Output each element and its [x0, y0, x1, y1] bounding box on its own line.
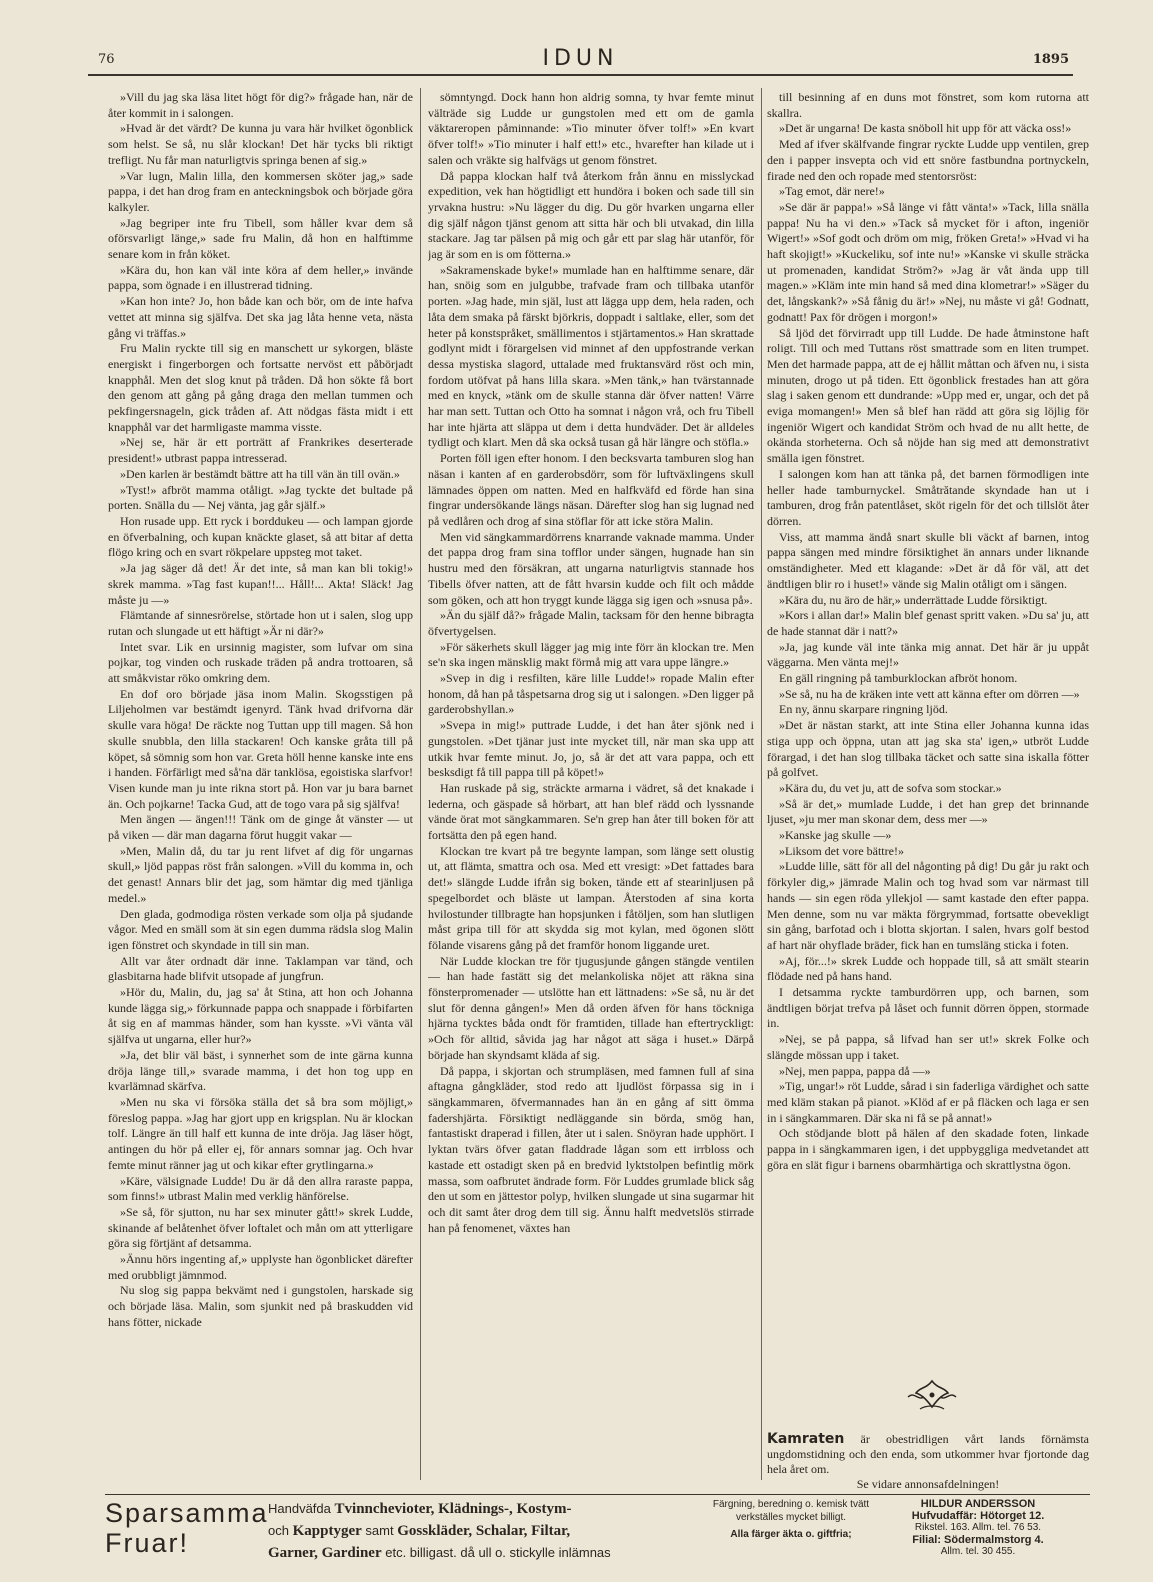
paragraph: »Hvad är det värdt? De kunna ju vara här hvilket ögonblick som helst. Se så, nu slår klockan! Det här tycks bli riktigt trefligt. Nu får man naturligtvis springa benen af sig.»: [108, 121, 413, 167]
paragraph: »Liksom det vore bättre!»: [779, 843, 904, 858]
ad-text: Handväfda: [268, 1501, 331, 1516]
paragraph: »Det är nästan starkt, att inte Stina eller Johanna kunna idas stiga upp och öppna, utan att jag ska sta' igen,» utbröt Ludde förargad, i det han slog tillbaka täcket och satte sina iskalla fötter på golfvet.: [767, 718, 1089, 780]
ad-text-bold: Kapptyger: [292, 1523, 362, 1539]
paragraph: Flämtande af sinnesrörelse, störtade hon ut i salen, slog upp rutan och slungade ut ett häftigt »Är ni där?»: [108, 608, 413, 638]
ad-text: och: [268, 1523, 289, 1538]
paragraph: »Vill du jag ska läsa litet högt för dig?» frågade han, när de åter kommit in i salongen.: [108, 90, 413, 120]
paragraph: »Än du själf då?» frågade Malin, tacksam för den henne bibragta öfvertygelsen.: [428, 608, 754, 638]
paragraph: Men vid sängkammardörrens knarrande vaknade mamma. Under det pappa drog fram sina tofflor under sängen, hugnade han sin hustru med den försäkran, att ungarna naturligtvis stannade hos Tibells öfver natten, att de fått hvarsin kudde och filt och mådde som göken, och att hon tryggt kunde lägga sig igen och »snusa på».: [428, 529, 754, 607]
ad-sparsamma-line1: Sparsamma: [105, 1498, 269, 1528]
ad-sparsamma-line2: Fruar!: [105, 1528, 190, 1558]
page-header: [88, 46, 1073, 76]
ad-text-bold: Hufvudaffär: Hötorget 12.: [911, 1510, 1045, 1522]
paragraph: I salongen kom han att tänka på, det barnen förmodligen inte heller hade tamburnyckel. Småtrătande skyndade han ut i tamburen, drog från patentlåset, sköt rigeln för det och tillslöt åter dörren.: [767, 466, 1089, 528]
paragraph: När Ludde klockan tre för tjugusjunde gången stängde ventilen — han hade fastätt sig det melankoliska nöjet att räkna sina fönsterpromenader — utslötte han ett lättnadens: »Se så, nu är det slut för denna gången!» Men då orden äfven för hans töckniga hjärna tycktes båda ondt för framtiden, tillade han eftertryckligt: »Och för alltid, såvida jag har något att säga i huset.» Därpå började han skyndsamt kläda af sig.: [428, 953, 754, 1062]
paragraph: »Käre, välsignade Ludde! Du är då den allra raraste pappa, som finns!» utbrast Malin med verklig hänförelse.: [108, 1173, 413, 1204]
paragraph: Porten föll igen efter honom. I den becksvarta tamburen slog han näsan i kanten af en garderobsdörr, som för luftväxlingens skull lämnades öppen om natten. Med en halfkväfd ed förde han sina fingrar undersökande längs näsan. Därefter slog han sig lugnad ned på vedlåren och drog af sina stöflar för att icke störa Malin.: [428, 451, 754, 528]
ad-text-bold: Garner, Gardiner: [268, 1545, 382, 1561]
ad-sparsamma: [105, 1498, 269, 1576]
paragraph: »Kanske jag skulle —»: [779, 828, 892, 843]
column-3: [767, 90, 1089, 1375]
paragraph: »Kors i allan dar!» Malin blef genast spritt vaken. »Du sa' ju, att de hade stannat där i natt?»: [767, 608, 1089, 638]
ad-text-bold: Gosskläder, Schalar, Filtar,: [397, 1523, 571, 1539]
paragraph: Hon rusade upp. Ett ryck i borddukeu — och lampan gjorde en öfverbalning, och kupan knäckte glaset, så att bitar af detta flögo kring och en svart rökpelare uppsteg mot taket.: [108, 513, 413, 560]
paragraph: »Det är ungarna! De kasta snöboll hit upp för att väcka oss!»: [779, 121, 1072, 136]
paragraph: »Hör du, Malin, du, jag sa' åt Stina, att hon och Johanna kunde lägga sig,» förkunnade pappa och snappade i förbifarten åt sig en af mammas händer, som han kysste. »Vi vänta väl själfva ut ungarna, eller hur?»: [108, 985, 413, 1047]
ad-text: Färgning, beredning o. kemisk tvätt verkställes mycket billigt.: [712, 1499, 870, 1523]
paragraph: En dof oro började jäsa inom Malin. Skogsstigen på Liljeholmen var bestämdt igenyrd. Tänk hvad drifvorna där skulle vara höga! De räckte nog Tuttan upp till magen. Så hon skulle snubbla, den lilla stackaren! Och kanske gråta till på köpet, så sömnig som hon var. Greta höll henne kanske inte ens i handen. Förfärligt med så'na där tanklösa, egoistiska slarfvor! Visen kunde man ju inte rikna stort på. Hon var ju bara barnet än. Och pojkarne! Tacka Gud, att de togo vara på sig själfva!: [108, 686, 413, 811]
paragraph: »Var lugn, Malin lilla, den kommersen sköter jag,» sade pappa, i det han drog fram en anteckningsbok och började göra kalkyler.: [108, 168, 413, 214]
paragraph: »Men, Malin då, du tar ju rent lifvet af dig för ungarnas skull,» ljöd pappas röst från salongen. »Vill du komma in, och det genast! Annars blir det jag, som hämtar dig med tjänliga medel.»: [108, 843, 413, 905]
paragraph: Allt var åter ordnadt där inne. Taklampan var tänd, och glasbitarna hade blifvit utsopade af jungfrun.: [108, 953, 413, 984]
paragraph: »Kan hon inte? Jo, hon både kan och bör, om de inte hafva vettet att minna sig själfva. Det ska jag låta henne veta, nästa gång vi träffas.»: [108, 294, 413, 340]
notice-subline: Se vidare annonsafdelningen!: [856, 1477, 1000, 1491]
paragraph: »Ja jag säger då det! Är det inte, så man kan bli tokig!» skrek mamma. »Tag fast kupan!!... Håll!... Akta! Släck! Jag måste ju —»: [108, 561, 413, 607]
ornament-icon: [900, 1377, 964, 1415]
column-1: [108, 90, 413, 1480]
ad-rule: [105, 1494, 1090, 1495]
header-rule: [88, 74, 1073, 76]
masthead: IDUN: [542, 46, 619, 71]
ad-text-bold: HILDUR ANDERSSON: [920, 1498, 1036, 1510]
paragraph: Den glada, godmodiga rösten verkade som olja på sjudande vågor. Med en smäll som ät sin egen dumma rädsla slog Malin igen fönstret och skyndade in till sin man.: [108, 906, 413, 952]
paragraph: Då pappa, i skjortan och strumpläsen, med famnen full af sina aftagna gångkläder, stod redo att ljudlöst förpassa sig in i sängkammaren, öfvermannades han än en gång af sitt ömma fadershjärta. Försiktigt nedläggande sin börda, smög han, fantastiskt draperad i fillen, åter ut i salen. Snöyran hade upphört. I lyktan tvärs öfver gatan fladdrade lågan som ett irrbloss och kastade ett ostadigt sken på en bredvid lyktstolpen befintlig mörk massa, som oafbrutet ändrade form. För Luddes grumlade blick såg den ut som en jättestor polyp, hvilken slungade ut sina sugarmar hit och dit samt åter drog dem till sig. Ännu halft medvetslös stirrade han på fenomenet, växtes han: [428, 1063, 754, 1235]
paragraph: »Se så, nu ha de kräken inte vett att känna efter om dörren —»: [779, 686, 1080, 701]
paragraph: Och stödjande blott på hälen af den skadade foten, linkade pappa in i sängkammaren igen, i det uppbyggliga medvetandet att göra en slät figur i barnens obarmhärtiga och skrattlystna ögon.: [767, 1126, 1089, 1172]
ad-text: samt: [365, 1523, 394, 1538]
paragraph: Han ruskade på sig, sträckte armarna i vädret, så det knakade i lederna, och gäspade så hörbart, att han blef rädd och lyssnande vände örat mot sängkammaren. Se'n grep han åter till boken för att fortsätta den på egen hand.: [428, 780, 754, 843]
paragraph: »Nej, se på pappa, så lifvad han ser ut!» skrek Folke och slängde mössan upp i taket.: [767, 1032, 1089, 1062]
paragraph: »Den karlen är bestämdt bättre att ha till vän än till ovän.»: [120, 466, 400, 481]
ad-text: Allm. tel. 30 455.: [940, 1546, 1016, 1557]
paragraph: »Ludde lille, sätt för all del någonting på dig! Du går ju rakt och förkyler dig,» jämrade Malin och tog hvad som var närmast till hands — sin egen röda yllekjol — samt kastade den efter pappa. Men denne, som nu var mäkta förgrymmad, fortsatte obevekligt sin gång, barfotad och i blotta skjortan. I salen, hvars golf bestod af hart när ohyflade bräder, fick han en tumsläng sticka i foten.: [767, 859, 1089, 952]
paragraph: »Kära du, du vet ju, att de sofva som stockar.»: [779, 780, 1002, 795]
column-divider: [761, 88, 762, 1480]
paragraph: »Så är det,» mumlade Ludde, i det han grep det brinnande ljuset, »ju mer man skonar dem, dess mer —»: [767, 796, 1089, 827]
notice-text: är obestridligen vårt lands förnämsta ungdomstidning och den enda, som utkommer hvar fjortonde dag hela året om.: [767, 1432, 1089, 1476]
ad-fabrics: [268, 1498, 708, 1576]
paragraph: Nu slog sig pappa bekvämt ned i gungstolen, harskade sig och började läsa. Malin, som sjunkit ned på braskudden vid hans fötter, nickade: [108, 1283, 413, 1329]
ad-text-bold: Tvinnchevioter, Klädnings-, Kostym-: [334, 1501, 572, 1517]
paragraph: »Svep in dig i resfilten, käre lille Ludde!» ropade Malin efter honom, då han på tåspetsarna drog sig ut i salongen. »Den ligger på garderobshyllan.»: [428, 671, 754, 717]
paragraph: sömntyngd. Dock hann hon aldrig somna, ty hvar femte minut välträde sig Ludde ur gungstolen med ett om de gamla väktareropen påminnande: »Tio minuter öfver tolf!» »En kvart öfver tolf!» »Tio minuter i half ett!» etc., hvarefter han kilade ut i salen och vräkte sig halfvägs ut genom fönstret.: [428, 90, 754, 167]
paragraph: »Aj, för...!» skrek Ludde och hoppade till, så att smält stearin flödade ned på hans hand.: [767, 953, 1089, 984]
ad-text: etc. billigast. då ull o. stickylle inlämnas: [385, 1545, 611, 1560]
paragraph: Då pappa klockan half två återkom från ännu en misslyckad expedition, vek han högtidligt ett hundöra i boken och sade till sin yrvakna hustru: »Nu lägger du dig. Du gör hvarken ungarna eller dig själf någon tjänst genom att sitta här och bli utvakad, din lilla stackare. Jag tar pälsen på mig och går ett par slag här utanför, för jag är som en is om fötterna.»: [428, 168, 754, 262]
paragraph: »Jag begriper inte fru Tibell, som håller kvar dem så oförsvarligt länge,» sade fru Malin, då hon en halftimme senare kom in från köket.: [108, 215, 413, 262]
paragraph: En ny, ännu skarpare ringning ljöd.: [779, 702, 948, 717]
paragraph: »Nej, men pappa, pappa då —»: [779, 1063, 931, 1078]
paragraph: »Nej se, här är ett porträtt af Frankrikes deserterade president!» utbrast pappa intresserad.: [108, 435, 413, 466]
paragraph: Klockan tre kvart på tre begynte lampan, som länge sett olustig ut, att flämta, smattra och osa. Med ett vresigt: »Det fattades bara det!» slängde Ludde ifrån sig boken, tände ett af stearinljusen på spegelbordet och bläste ut lampan. Återstoden af sina korta hvilostunder tillbragte han hopsjunken i fåtöljen, som han slutligen måst gripa till för att skydda sig mot kylan, med ögonen slött fölande visarens gång på det framför honom liggande uret.: [428, 843, 754, 952]
paragraph: »Tag emot, där nere!»: [779, 184, 885, 199]
paragraph: Så ljöd det förvirradt upp till Ludde. De hade åtminstone haft roligt. Till och med Tuttans röst smattrade som en liten trumpet. Men det harmade pappa, att de ej hållit måttan och äfven nu, i sista minuten, drogo ut på tiden. Ett ögonblick frestades han att göra slag i saken genom ett dundrande: »Upp med er, ungar, och det på eviga momangen!» Men så blef han rädd att göra sig löjlig för ingeniör Wigert och kandidat Ström och hvad de nu allt hette, de okända storheterna. Och så nöjde han sig med att demonstrativt smälla igen fönstret.: [767, 325, 1089, 466]
paragraph: »Sakramenskade byke!» mumlade han en halftimme senare, där han, snöig som en julgubbe, trafvade fram och tillbaka utanför porten. »Jag hade, min själ, lust att lägga upp dem, hela raden, och låta dem smaka på färskt björkris, doppadt i saltlake, eller, som det heter på konstspråket, smällimentos i stjärtamentos.» Han skrattade godlynt midt i förargelsen vid minnet af den uppfostrande verkan dessa mystiska slagord, uttalade med fruktansvärd röst och min, fordom utöfvat på hans lilla skara. »Men tänk,» han tvärstannade med en knyck, »tänk om de skulle stanna där öfver natten! Värre har man sett. Tuttan och Otto ha somnat i någon vrå, och fru Tibell har inte hjärta att släppa ut dem i detta hundväder. Det är alldeles tydligt och klart. Men då ska också tusan gå här längre och stöfla.»: [428, 262, 754, 450]
paragraph: Med af ifver skälfvande fingrar ryckte Ludde upp ventilen, grep den i papper insvepta och vid ett snöre fastbundna portnyckeln, firade ned den och ropade med stentorsröst:: [767, 137, 1089, 183]
page-number: 76: [98, 52, 115, 67]
paragraph: »Se där är pappa!» »Så länge vi fått vänta!» »Tack, lilla snälla pappa! Nu ha vi den.» »Tack så mycket för i afton, ingeniör Wigert!» »Sof godt och dröm om mig, fröken Greta!» »Hvad vi ha haft skojigt!» »Kuckeliku, sof inte nu!» »Kanske vi skulle sträcka ut promenaden, kandidat Ström?» »Jag är våt ända upp till magen.» »Kläm inte min hand så med dina klometrar!» »Säger du det, långskank?» »Så fånig du är!» »Nej, nu måste vi gå! Godnatt, godnatt! Pax för drögen i morgon!»: [767, 199, 1089, 324]
paragraph: till besinning af en duns mot fönstret, som kom rutorna att skallra.: [767, 90, 1089, 120]
paragraph: Viss, att mamma ändå snart skulle bli väckt af barnen, intog pappa sängen med mindre försiktighet än annars under liknande omständigheter. Med ett klagande: »Det är då för väl, att det ändtligen blir ro i huset!» vände sig Malin otåligt om i sängen.: [767, 529, 1089, 591]
ad-hildur: [888, 1498, 1068, 1576]
ad-text-bold: Filial: Södermalmstorg 4.: [912, 1534, 1044, 1546]
paragraph: En gäll ringning på tamburklockan afbröt honom.: [779, 671, 1018, 686]
paragraph: »För säkerhets skull lägger jag mig inte förr än klockan tre. Men se'n ska ingen mänsklig makt förmå mig att vara uppe längre.»: [428, 639, 754, 670]
ad-text: Rikstel. 163. Allm. tel. 76 53.: [914, 1522, 1042, 1533]
paragraph: Fru Malin ryckte till sig en manschett ur sykorgen, bläste energiskt i fingerborgen och fortsatte nervöst ett påbörjadt knapphål. Men det slog knut på tråden. Då hon sökte få bort den genom att gång på gång draga den mellan tummen och pekfingersnageln, gick tråden af. Att nödgas fästa midt i ett knapphål var det harmligaste mamma visste.: [108, 341, 413, 434]
paragraph: »Se så, för sjutton, nu har sex minuter gått!» skrek Ludde, skinande af belåtenhet öfver loftalet och mån om att ytterligare göra sig förtjänt af detsamma.: [108, 1204, 413, 1251]
ad-dyeing: [706, 1498, 876, 1576]
paragraph: »Kära du, hon kan väl inte köra af dem heller,» invände pappa, som ögnade i en illustrerad tidning.: [108, 262, 413, 293]
paragraph: Men ängen — ängen!!! Tänk om de ginge åt vänster — ut på viken — där man dagarna förut huggit vakar —: [108, 812, 413, 843]
paragraph: »Kära du, nu äro de här,» underrättade Ludde försiktigt.: [779, 592, 1048, 607]
paragraph: »Ja, det blir väl bäst, i synnerhet som de inte gärna kunna dröja länge till,» svarade mamma, i det hon tog upp en kvarlämnad skärfva.: [108, 1047, 413, 1094]
paragraph: »Svepa in mig!» puttrade Ludde, i det han åter sjönk ned i gungstolen. »Det tjänar just inte mycket till, när man ska upp att utkik hvar femte minut. Jo, jo, så är det att vara pappa, och ett besksdigt få till pappa till på köpet!»: [428, 718, 754, 780]
column-2: [428, 90, 754, 1480]
paragraph: »Men nu ska vi försöka ställa det så bra som möjligt,» föreslog pappa. »Jag har gjort upp en krigsplan. Nu är klockan tolf. Längre än till half ett kunna de inte dröja. Jag läser högt, antingen du hör på eller ej, för annars somnar jag. Och hvar femte minut ränner jag ut och kikar efter grytlingarna.»: [108, 1095, 413, 1172]
paragraph: I detsamma ryckte tamburdörren upp, och barnen, som ändtligen börjat trefva på låset och funnit dörren öppen, stormade in.: [767, 985, 1089, 1031]
paragraph: »Ja, jag kunde väl inte tänka mig annat. Det här är ju uppåt väggarna. Men vänta mej!»: [767, 639, 1089, 670]
year: 1895: [1032, 52, 1069, 67]
paragraph: »Tig, ungar!» röt Ludde, sårad i sin faderliga värdighet och satte med kläm stakan på pianot. »Klöd af er på fläcken och laga er sen in i sängkammaren. Där ska ni få se på annat!»: [767, 1079, 1089, 1125]
column-divider: [420, 88, 421, 1480]
ad-text-bold: Alla färger äkta o. giftfria;: [730, 1529, 852, 1540]
paragraph: »Ännu hörs ingenting af,» upplyste han ögonblicket därefter med orubbligt jämnmod.: [108, 1252, 413, 1282]
kamraten-notice: [767, 1432, 1089, 1492]
paragraph: »Tyst!» afbröt mamma otåligt. »Jag tyckte det bultade på porten. Snälla du — Nej vänta, jag går själf.»: [108, 482, 413, 513]
notice-title: Kamraten: [767, 1431, 845, 1447]
paragraph: Intet svar. Lik en ursinnig magister, som lufvar om sina pojkar, tog vinden och ruskade träden på andra trottoaren, så att småkvistar röko omkring dem.: [108, 639, 413, 686]
